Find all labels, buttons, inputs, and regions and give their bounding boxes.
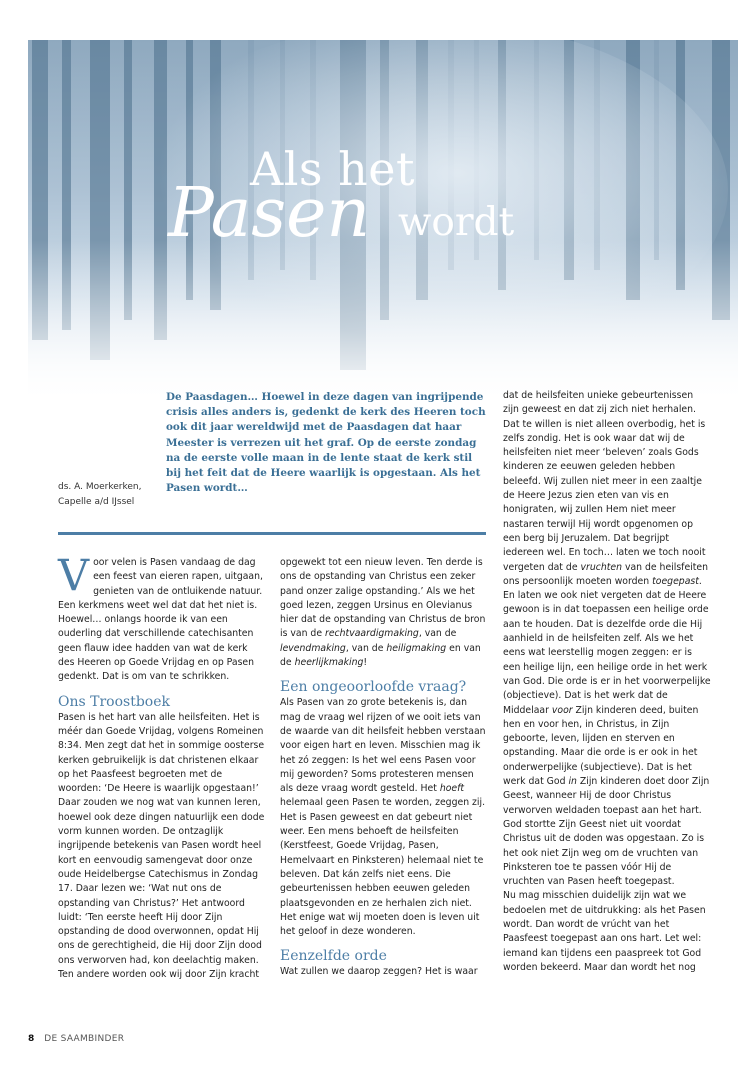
emphasis: hoeft [439,783,465,795]
misty-forest-illustration [28,40,738,405]
heading-eenzelfde-orde: Eenzelfde orde [280,948,387,965]
magazine-name: DE SAAMBINDER [44,1034,125,1044]
emphasis: rechtvaardigmaking [325,628,419,640]
intro-paragraph [58,551,265,685]
body-paragraph [280,556,487,670]
column-3 [503,389,711,975]
text-span: dat de heilsfeiten unieke gebeurtenissen zijn geweest en dat zij zich niet herhalen. Dat te willen is niet alleen overbodig, het is zelfs zondig. Het is ook waar dat wij de heilsfeiten niet meer ‘beleven’ zoals Gods kinderen ze eeuwen geleden hebben beleefd. Wij zullen niet meer in een zaaltje de Heere Jezus zien eten van vis en honigraten, wij zullen Hem niet meer nastaren terwijl Hij wordt opgenomen op een berg bij Jeruzalem. Dat begrijpt iedereen wel. En toch… laten we toch nooit vergeten dat de [503,390,706,573]
emphasis: vruchten [580,561,622,573]
body-paragraph [503,389,711,889]
heading-ons-troostboek: Ons Troostboek [58,693,170,710]
author-name: ds. A. Moerkerken, [58,482,142,492]
author-place: Capelle a/d IJssel [58,497,135,507]
text-span: . En laten we ook niet vergeten dat de Heere gewoon is in dat toepassen een heilige orde aan te houden. Dat is dezelfde orde die Hij aanhield in de heilsfeiten zelf. Als we het eens wat leerstellig mogen zeggen: er is een heilige lijn, een heilige orde in het werk van God. Die orde is er in het voorwerpelijke (objectieve). Dat is het werk dat de Middelaar [503,575,711,716]
page-footer [28,1034,124,1044]
text-span: , van de [345,642,387,654]
emphasis: voor [551,704,573,716]
text-span: ! [363,657,368,669]
emphasis: heiligmaking [386,642,447,654]
title-wordt: wordt [398,200,515,245]
intro-text: oor velen is Pasen vandaag de dag een feest van eieren rapen, uitgaan, genieten van de ontluikende natuur. Een kerkmens weet wel dat dat het niet is. Hoewel… onlangs hoorde ik van een ouderling dat verschillende catechisanten geen flauw idee hadden van wat de kerk des Heeren op Goede Vrijdag en op Pasen gedenkt. Dat is om van te schrikken. [58,557,263,683]
body-paragraph: Nu mag misschien duidelijk zijn wat we bedoelen met de uitdrukking: als het Pasen wordt. Dan wordt de vrúcht van het Paasfeest toegepast aan ons hart. Let wel: iemand kan tijdens een paaspreek tot God worden bekeerd. Maar dan wordt het nog [503,890,706,973]
hero-image [28,40,738,405]
column-2 [280,556,487,980]
text-span: opgewekt tot een nieuw leven. Ten derde is ons de opstanding van Christus een zeker pand onzer zalige opstanding.’ Als we het goed lezen, zeggen Ursinus en Olevianus hier dat de opstanding van Christus de bron is van de [280,557,486,640]
author-byline [58,480,141,510]
body-paragraph: Pasen is het hart van alle heilsfeiten. Het is méér dan Goede Vrijdag, volgens Romeinen 8:34. Men zegt dat het in sommige oosterse kerken gebruikelijk is dat christenen elkaar op het Paasfeest begroeten met de woorden: ‘De Heere is waarlijk opgestaan!’ Daar zouden we nog wat van kunnen leren, hoewel ook deze dingen natuurlijk een dode vorm kunnen worden. De ontzaglijk ingrijpende betekenis van Pasen wordt heel kort en eenvoudig samengevat door onze oude Heidelbergse Catechismus in Zondag 17. Daar lezen we: ‘Wat nut ons de opstanding van Christus?’ Het antwoord luidt: ‘Ten eerste heeft Hij door Zijn opstanding de dood overwonnen, opdat Hij ons de gerechtigheid, die Hij door Zijn dood ons verworven had, kon deelachtig maken. Ten andere worden ook wij door Zijn kracht [58,711,265,981]
text-span: van de heilsfeiten ons persoonlijk moeten worden [503,561,709,587]
column-1 [58,551,265,982]
divider-rule [58,532,486,535]
emphasis: heerlijkmaking [294,657,364,669]
title-pasen: Pasen [168,174,371,253]
text-span: en van de [280,642,481,669]
text-span: , van de [418,628,457,640]
text-span: helemaal geen Pasen te worden, zeggen zij. Het is Pasen geweest en dat gebeurt niet weer. Een mens behoeft de heilsfeiten (Kerstfeest, Goede Vrijdag, Pasen, Hemelvaart en Pinksteren) helemaal niet te beleven. Dat kán zelfs niet eens. Die gebeurtenissen hebben eeuwen geleden plaatsgevonden en ze herhalen zich niet. Het enige wat wij moeten doen is leven uit het geloof in deze wonderen. [280,797,486,938]
emphasis: toegepast [652,575,699,587]
text-span: Als Pasen van zo grote betekenis is, dan mag de vraag wel rijzen of we ooit iets van de waarde van dit heilsfeit hebben verstaan voor eigen hart en leven. Misschien mag ik het zó zeggen: Is het wel eens Pasen voor mij geworden? Soms protesteren mensen als deze vraag wordt gesteld. Het [280,697,486,795]
page-number: 8 [28,1034,35,1044]
emphasis: in [568,776,577,788]
title-line-1: Als het [250,142,415,196]
body-paragraph: Wat zullen we daarop zeggen? Het is waar [280,966,478,978]
text-span: Zijn kinderen deed, buiten hen en voor hen, in Christus, in Zijn geboorte, leven, lijden en sterven en opstanding. Maar die orde is er ook in het onderwerpelijke (subjectieve). Dat is het werk dat God [503,704,699,788]
lead-paragraph: De Paasdagen… Hoewel in deze dagen van ingrijpende crisis alles anders is, gedenkt de kerk des Heeren toch ook dit jaar wereldwijd met de Paasdagen dat haar Meester is verrezen uit het graf. Op de eerste zondag na de eerste volle maan in de lente staat de kerk stil bij het feit dat de Heere waarlijk is opgestaan. Als het Pasen wordt… [166,391,486,495]
text-span: Zijn kinderen doet door Zijn Geest, wanneer Hij de door Christus verworven weldaden toepast aan het hart. God stortte Zijn Geest niet uit voordat Christus uit de doden was opgestaan. Zo is het ook niet Zijn weg om de vruchten van Pinksteren toe te passen vóór Hij de vruchten van Pasen heeft toegepast. [503,776,710,888]
drop-cap: V [58,551,90,601]
emphasis: levendmaking [280,642,346,654]
heading-ongeoorloofde-vraag: Een ongeoorloofde vraag? [280,679,467,696]
body-paragraph [280,696,487,939]
